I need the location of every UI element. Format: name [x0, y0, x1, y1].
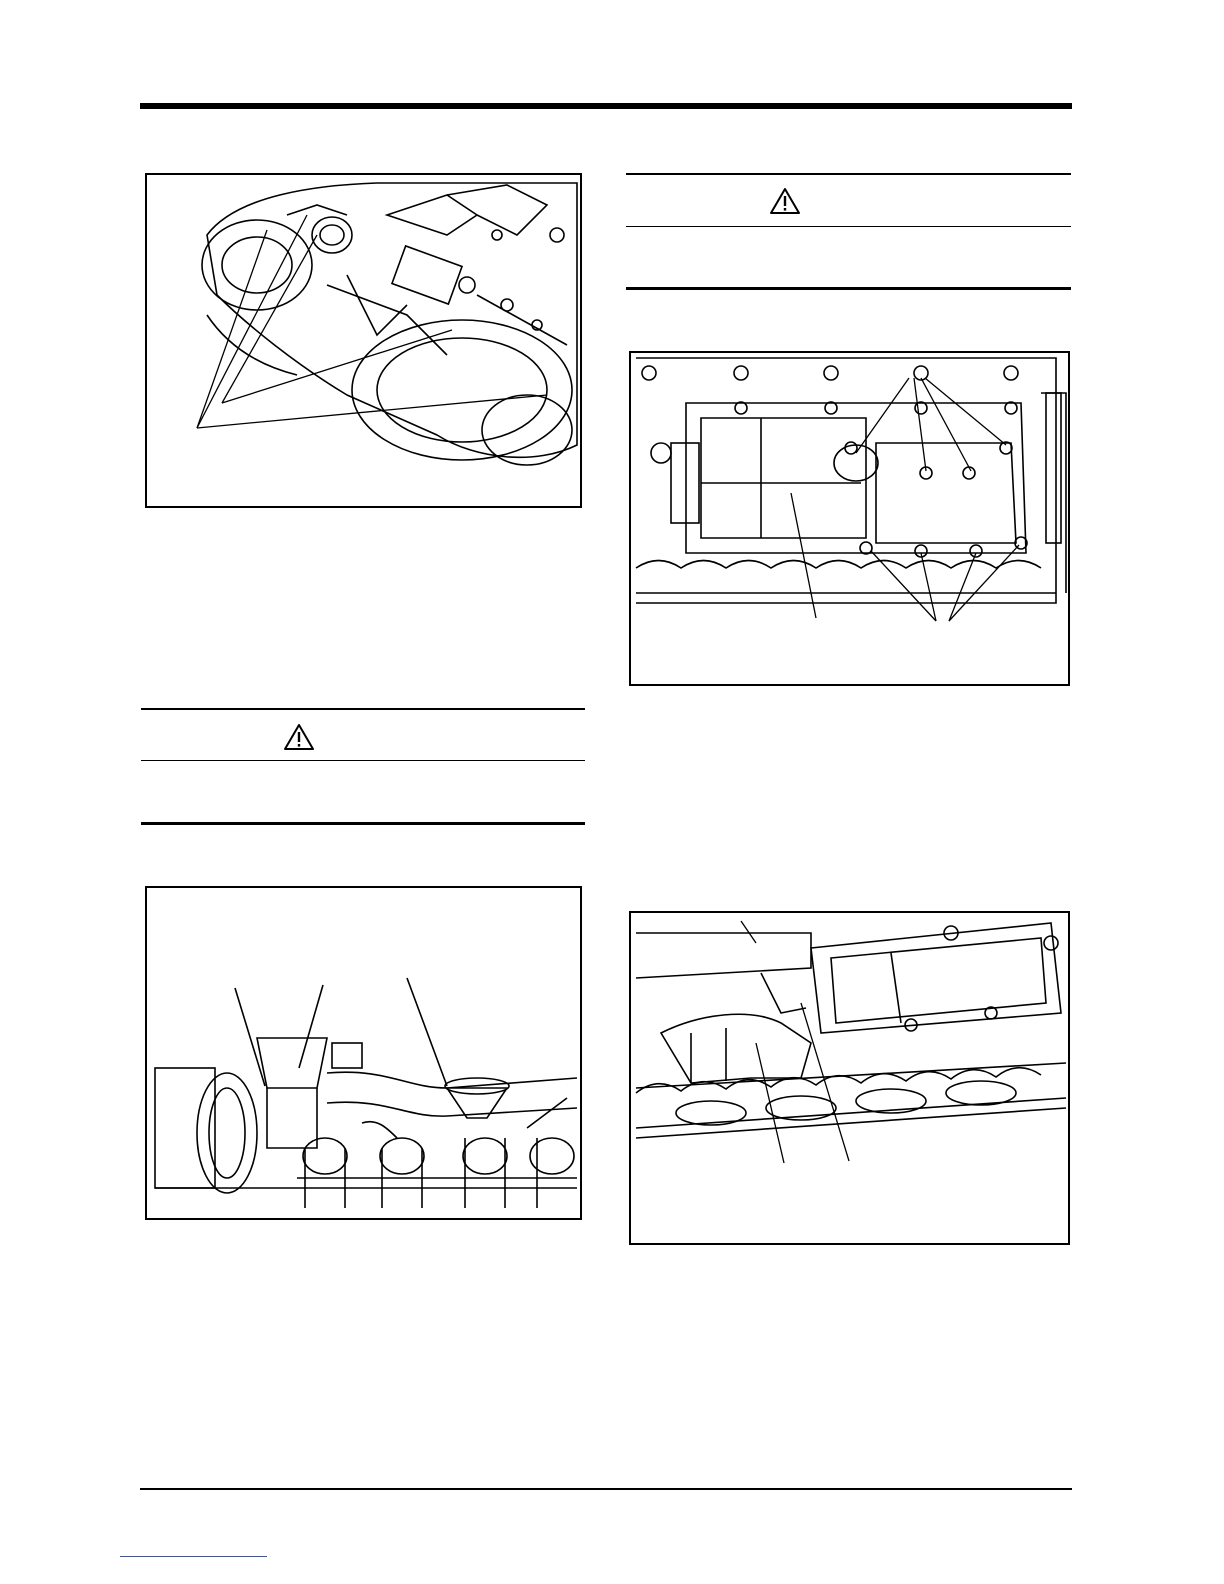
bottom-link-underline[interactable] [120, 1556, 267, 1557]
figure-exhaust-manifold [629, 911, 1070, 1245]
caution-box-right [626, 173, 1071, 291]
caution-mid-line [141, 760, 585, 761]
caution-bottom-line [141, 822, 585, 825]
footer-rule [140, 1488, 1072, 1490]
air-intake-illustration [147, 888, 580, 1218]
caution-mid-line [626, 226, 1071, 227]
caution-bottom-line [626, 287, 1071, 290]
caution-top-line [141, 708, 585, 710]
caution-box-left [141, 708, 585, 826]
caution-top-line [626, 173, 1071, 175]
warning-triangle-icon [283, 723, 315, 751]
turbocharger-illustration [147, 175, 580, 506]
figure-turbocharger [145, 173, 582, 508]
figure-air-intake [145, 886, 582, 1220]
figure-oil-pan [629, 351, 1070, 686]
exhaust-manifold-illustration [631, 913, 1068, 1243]
oil-pan-illustration [631, 353, 1068, 684]
warning-triangle-icon [769, 187, 801, 215]
header-rule [140, 103, 1072, 109]
